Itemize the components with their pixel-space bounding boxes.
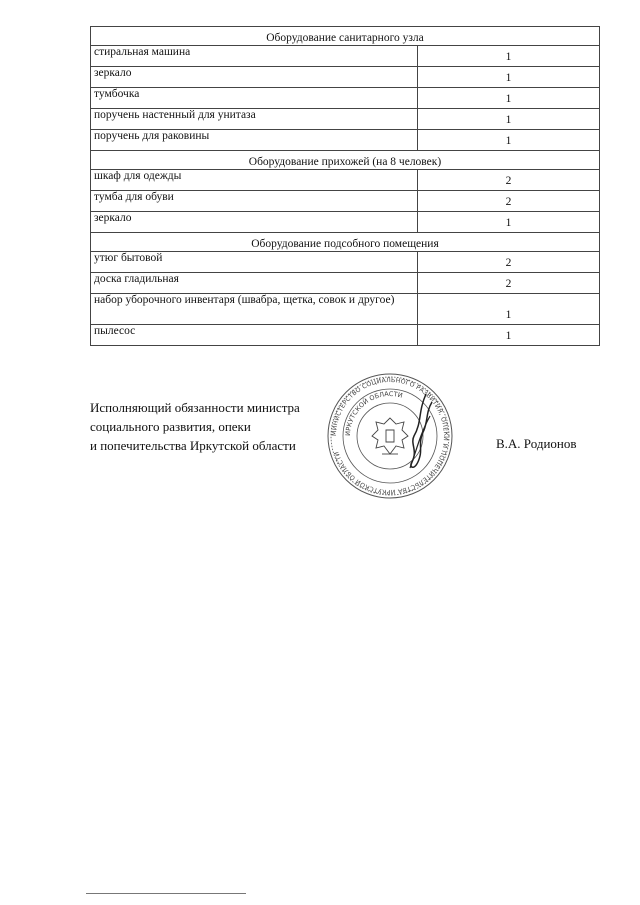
table-row [91, 273, 600, 294]
section-title: Оборудование прихожей (на 8 человек) [91, 151, 600, 170]
item-quantity: 1 [418, 109, 600, 130]
item-name: пылесос [91, 325, 418, 346]
table-row [91, 294, 600, 325]
table-row [91, 191, 600, 212]
item-quantity: 1 [418, 130, 600, 151]
stamp-inner-text: ИРКУТСКОЙ ОБЛАСТИ [343, 389, 404, 437]
signatory-title-line: социального развития, опеки [90, 419, 251, 434]
emblem-icon [372, 418, 408, 454]
table-row [91, 212, 600, 233]
item-quantity: 1 [418, 212, 600, 233]
section-title: Оборудование подсобного помещения [91, 233, 600, 252]
official-seal-stamp [326, 372, 454, 500]
item-name: утюг бытовой [91, 252, 418, 273]
item-quantity: 1 [418, 46, 600, 67]
item-quantity: 2 [418, 191, 600, 212]
item-name: поручень настенный для унитаза [91, 109, 418, 130]
item-name: шкаф для одежды [91, 170, 418, 191]
item-quantity: 2 [418, 252, 600, 273]
equipment-table [90, 26, 600, 346]
table-row [91, 252, 600, 273]
item-quantity: 1 [418, 67, 600, 88]
item-name: стиральная машина [91, 46, 418, 67]
table-row [91, 130, 600, 151]
table-row [91, 46, 600, 67]
item-name: набор уборочного инвентаря (швабра, щетка, совок и другое) [91, 294, 418, 325]
table-row [91, 88, 600, 109]
item-quantity: 2 [418, 170, 600, 191]
section-title: Оборудование санитарного узла [91, 27, 600, 46]
stamp-outer-text: МИНИСТЕРСТВО СОЦИАЛЬНОГО РАЗВИТИЯ, ОПЕКИ И ПОПЕЧИТЕЛЬСТВА ИРКУТСКОЙ ОБЛАСТИ [330, 376, 450, 496]
section-header-row [91, 233, 600, 252]
footer-rule [86, 893, 246, 894]
table-row [91, 325, 600, 346]
signatory-title-line: и попечительства Иркутской области [90, 438, 296, 453]
item-quantity: 2 [418, 273, 600, 294]
item-name: зеркало [91, 67, 418, 88]
table-row [91, 170, 600, 191]
section-header-row [91, 27, 600, 46]
section-header-row [91, 151, 600, 170]
item-quantity: 1 [418, 325, 600, 346]
item-name: тумбочка [91, 88, 418, 109]
signatory-title [90, 398, 300, 455]
table-row [91, 109, 600, 130]
signatory-title-line: Исполняющий обязанности министра [90, 400, 300, 415]
item-name: доска гладильная [91, 273, 418, 294]
item-quantity: 1 [418, 294, 600, 325]
item-quantity: 1 [418, 88, 600, 109]
signatory-name: В.А. Родионов [496, 436, 577, 451]
item-name: поручень для раковины [91, 130, 418, 151]
item-name: зеркало [91, 212, 418, 233]
table-row [91, 67, 600, 88]
item-name: тумба для обуви [91, 191, 418, 212]
